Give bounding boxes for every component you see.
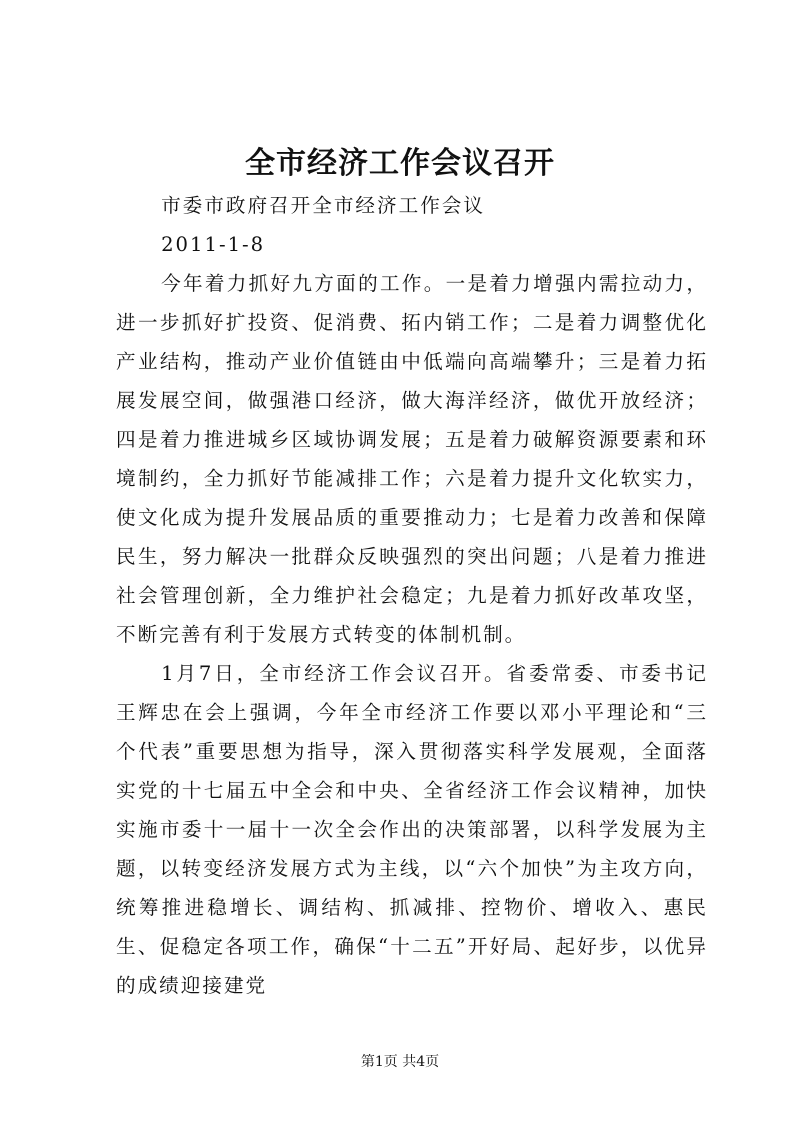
page-footer: 第1页 共4页 [360,1054,440,1070]
body-paragraph: 1月7日，全市经济工作会议召开。省委常委、市委书记王辉忠在会上强调，今年全市经济工作要以邓小平理论和“三个代表”重要思想为指导，深入贯彻落实科学发展观，全面落实党的十七届五中全会和中央、全省经济工作会议精神，加快实施市委十一届十一次全会作出的决策部署，以科学发展为主题，以转变经济发展方式为主线，以“六个加快”为主攻方向，统筹推进稳增长、调结构、抓减排、控物价、增收入、惠民生、促稳定各项工作，确保“十二五”开好局、起好步，以优异的成绩迎接建党 [116,662,708,997]
subtitle-paragraph: 市委市政府召开全市经济工作会议 [161,194,485,217]
document-body [116,186,708,1005]
body-paragraph: 今年着力抓好九方面的工作。一是着力增强内需拉动力，进一步抓好扩投资、促消费、拓内销工作；二是着力调整优化产业结构，推动产业价值链由中低端向高端攀升；三是着力拓展发展空间，做强港口经济，做大海洋经济，做优开放经济；四是着力推进城乡区域协调发展；五是着力破解资源要素和环境制约，全力抓好节能减排工作；六是着力提升文化软实力，使文化成为提升发展品质的重要推动力；七是着力改善和保障民生，努力解决一批群众反映强烈的突出问题；八是着力推进社会管理创新，全力维护社会稳定；九是着力抓好改革攻坚，不断完善有利于发展方式转变的体制机制。 [116,272,708,646]
date-paragraph: 2011-1-8 [161,233,266,256]
document-title: 全市经济工作会议召开 [245,146,555,181]
